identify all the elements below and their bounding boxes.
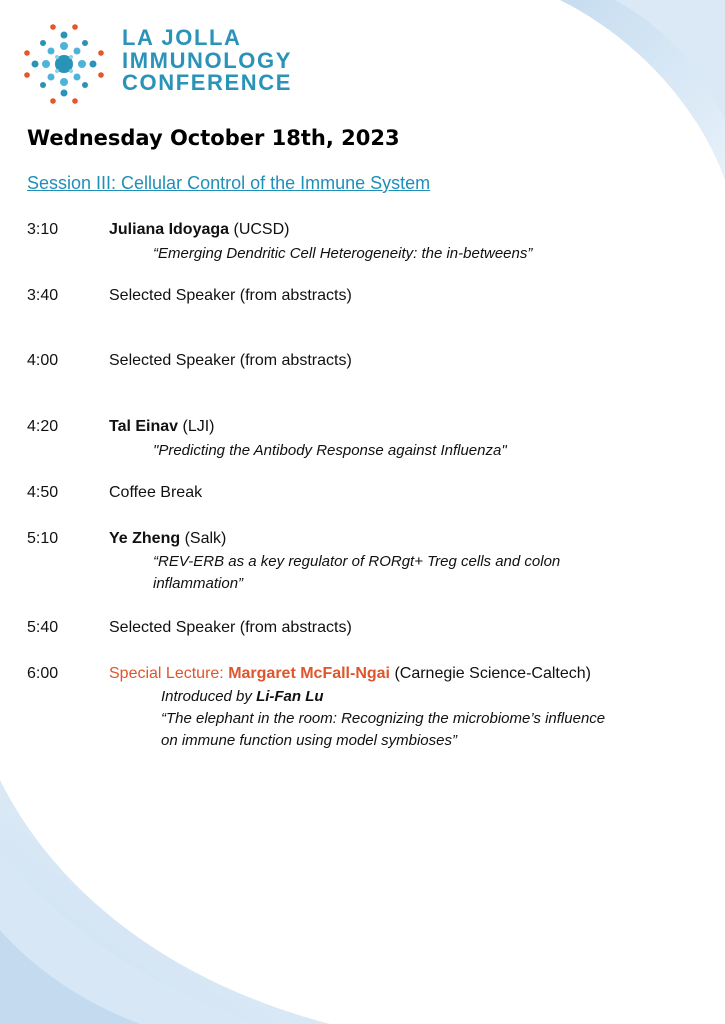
time-label: 4:50 [27, 484, 59, 501]
speaker-affiliation: (LJI) [178, 418, 215, 435]
talk-title: “Emerging Dendritic Cell Heterogeneity: the in-betweens” [153, 245, 533, 262]
session-title-link[interactable]: Session III: Cellular Control of the Immune System [27, 173, 431, 193]
introducer-name: Li-Fan Lu [256, 688, 324, 705]
logo-line-2: IMMUNOLOGY [122, 47, 292, 73]
talk-title: "Predicting the Antibody Response against Influenza" [153, 442, 507, 459]
item-label: Coffee Break [109, 484, 203, 501]
time-label: 4:20 [27, 418, 59, 435]
speaker-line [109, 665, 591, 683]
time-label: 3:10 [27, 221, 59, 238]
item-label: Selected Speaker (from abstracts) [109, 352, 352, 369]
speaker-name: Juliana Idoyaga [109, 221, 230, 238]
speaker-line [109, 221, 289, 239]
introduced-by-line [161, 686, 605, 708]
speaker-name: Tal Einav [109, 418, 179, 435]
time-label: 3:40 [27, 287, 59, 304]
logo-line-3: CONFERENCE [122, 70, 293, 95]
time-label: 5:10 [27, 530, 59, 547]
talk-title-line: “REV-ERB as a key regulator of RORgt+ Treg cells and colon [153, 553, 561, 570]
time-label: 5:40 [27, 619, 59, 636]
talk-title [153, 551, 560, 595]
item-label: Selected Speaker (from abstracts) [109, 287, 352, 304]
speaker-name: Ye Zheng [109, 530, 181, 547]
speaker-name: Margaret McFall-Ngai [228, 665, 390, 682]
speaker-affiliation: (Salk) [180, 530, 227, 547]
speaker-line [109, 530, 226, 548]
page-title: Wednesday October 18th, 2023 [27, 126, 400, 150]
talk-title-line: on immune function using model symbioses” [161, 732, 457, 749]
speaker-affiliation: (UCSD) [229, 221, 290, 238]
special-lecture-label: Special Lecture: [109, 665, 229, 682]
time-label: 6:00 [27, 665, 59, 682]
conference-logo-text [122, 27, 292, 95]
talk-details [161, 686, 605, 752]
speaker-line [109, 418, 215, 436]
logo-line-1: LA JOLLA [122, 25, 242, 50]
speaker-affiliation: (Carnegie Science-Caltech) [390, 665, 591, 682]
snowflake-molecule-icon [22, 22, 106, 106]
time-label: 4:00 [27, 352, 59, 369]
talk-title-line: inflammation” [153, 575, 244, 592]
introduced-by-label: Introduced by [161, 688, 257, 705]
talk-title-line: “The elephant in the room: Recognizing the microbiome’s influence [161, 710, 606, 727]
item-label: Selected Speaker (from abstracts) [109, 619, 352, 636]
